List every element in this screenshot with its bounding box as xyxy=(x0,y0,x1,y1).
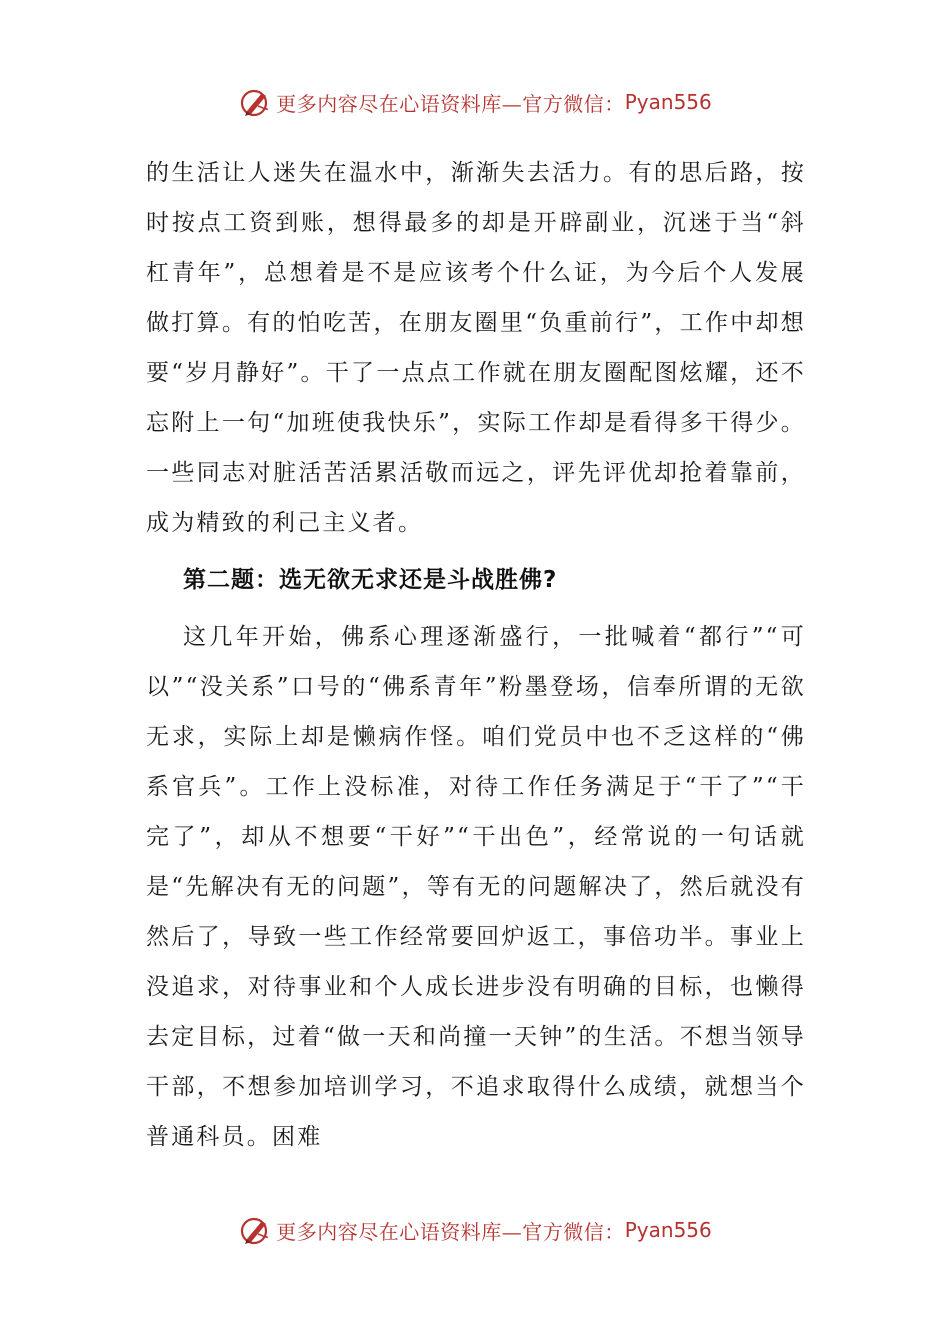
banner-text: 更多内容尽在心语资料库—官方微信： xyxy=(276,1219,625,1244)
header-banner xyxy=(0,82,950,122)
banner-wechat-id: Pyan556 xyxy=(624,1218,712,1242)
pen-circle-icon xyxy=(238,85,272,119)
body-paragraph: 这几年开始，佛系心理逐渐盛行，一批喊着“都行”“可以”“没关系”口号的“佛系青年”粉墨登场，信奉所谓的无欲无求，实际上却是懒病作怪。咱们党员中也不乏这样的“佛系官兵”。工作上没标准，对待工作任务满足于“干了”“干完了”，却从不想要“干好”“干出色”，经常说的一句话就是“先解决有无的问题”，等有无的问题解决了，然后就没有然后了，导致一些工作经常要回炉返工，事倍功半。事业上没追求，对待事业和个人成长进步没有明确的目标，也懒得去定目标，过着“做一天和尚撞一天钟”的生活。不想当领导干部，不想参加培训学习，不追求取得什么成绩，就想当个普通科员。困难 xyxy=(146,624,806,1150)
banner-text: 更多内容尽在心语资料库—官方微信： xyxy=(276,91,625,116)
document-body xyxy=(146,148,806,1162)
footer-banner xyxy=(0,1210,950,1250)
pen-circle-icon xyxy=(238,1213,272,1247)
body-paragraph: 的生活让人迷失在温水中，渐渐失去活力。有的思后路，按时按点工资到账，想得最多的却是开辟副业，沉迷于当“斜杠青年”，总想着是不是应该考个什么证，为今后个人发展做打算。有的怕吃苦，在朋友圈里“负重前行”，工作中却想要“岁月静好”。干了一点点工作就在朋友圈配图炫耀，还不忘附上一句“加班使我快乐”，实际工作却是看得多干得少。一些同志对脏活苦活累活敬而远之，评先评优却抢着靠前，成为精致的利己主义者。 xyxy=(146,160,806,536)
banner-wechat-id: Pyan556 xyxy=(624,90,712,114)
section-heading: 第二题：选无欲无求还是斗战胜佛? xyxy=(183,567,558,593)
